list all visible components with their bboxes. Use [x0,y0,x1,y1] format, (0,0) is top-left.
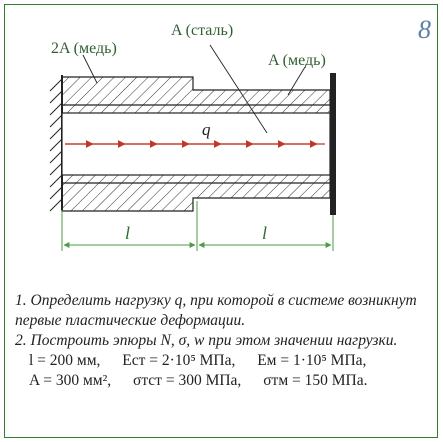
task-item-2: 2. Построить эпюры N, σ, w при этом значении нагрузки. [15,332,398,349]
copper-tube-top [62,77,330,105]
problem-statement [15,291,435,391]
given-e-steel: Eст = 2·10⁵ МПа, [122,352,236,369]
bar-diagram [5,5,439,285]
end-plate [330,73,336,215]
load-label: q [202,120,211,139]
copper-tube-bottom [62,183,330,211]
given-e-copper: Eм = 1·10⁵ МПа, [257,352,367,369]
label-copper-left: 2A (медь) [51,40,117,57]
label-steel: A (сталь) [171,22,234,39]
problem-card [4,4,438,438]
problem-number: 8 [418,15,431,44]
dimension-label-right: l [262,223,268,243]
fixed-wall [50,75,62,211]
given-row-2 [15,371,435,391]
label-copper-right: A (медь) [268,52,326,69]
given-length: l = 200 мм, [29,352,101,369]
given-area: A = 300 мм², [29,372,112,389]
given-row-1 [15,351,435,371]
given-yield-steel: σтст = 300 МПа, [132,372,242,389]
task-item-1: 1. Определить нагрузку q, при которой в системе возникнут первые пластические деформации. [15,292,417,329]
dimension-label-left: l [125,223,131,243]
given-yield-copper: σтм = 150 МПа. [263,372,368,389]
